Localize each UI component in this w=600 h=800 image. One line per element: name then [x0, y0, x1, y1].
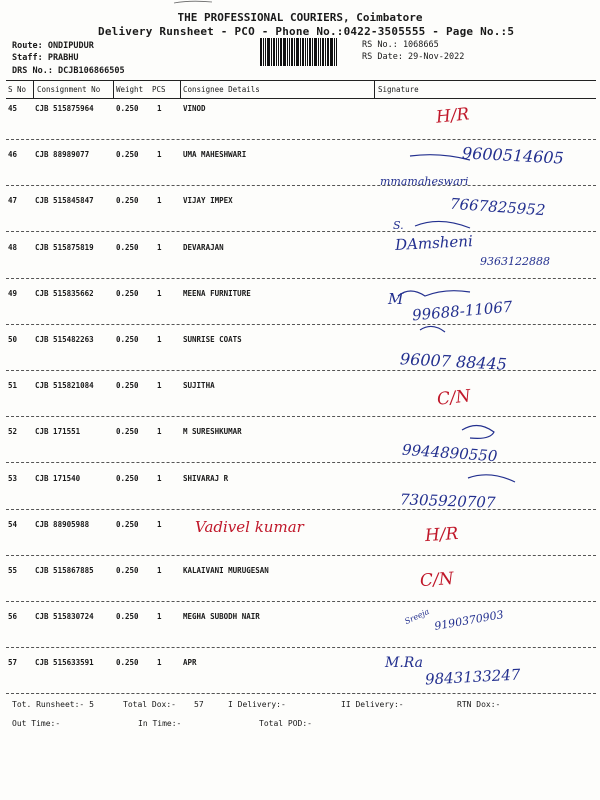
signature-r56-name: Sreeja	[403, 606, 431, 627]
row-sno: 48	[8, 242, 18, 252]
row-consignee: SHIVARAJ R	[183, 473, 229, 483]
col-weight: Weight	[116, 85, 144, 94]
row-weight: 0.250	[116, 242, 139, 252]
signature-r57-phone: 9843133247	[424, 665, 521, 689]
row-consignment-no: CJB 515633591	[35, 658, 94, 668]
row-weight: 0.250	[116, 519, 139, 529]
total-pod: Total POD:-	[259, 719, 312, 728]
row-consignee: DEVARAJAN	[183, 242, 224, 252]
signature-r54: H/R	[424, 523, 460, 547]
signature-r48-name: DAmsheni	[394, 231, 474, 255]
row-sno: 57	[8, 658, 18, 668]
row-pcs: 1	[157, 566, 162, 575]
row-consignee: VINOD	[183, 104, 206, 113]
row-pcs: 1	[157, 242, 162, 252]
col-consignee: Consignee Details	[183, 85, 260, 94]
row-weight: 0.250	[116, 288, 139, 298]
total-dox-label: Total Dox:-	[123, 700, 176, 709]
row-sno: 52	[8, 427, 18, 437]
row-consignment-no: CJB 171540	[35, 473, 81, 483]
company-title: THE PROFESSIONAL COURIERS, Coimbatore	[177, 11, 423, 24]
signature-r53-phone: 7305920707	[399, 490, 496, 512]
row-weight: 0.250	[116, 150, 139, 160]
row-consignment-no: CJB 515482263	[35, 335, 94, 344]
row-pcs: 1	[157, 612, 162, 622]
row-pcs: 1	[157, 473, 162, 483]
row-sno: 51	[8, 381, 18, 391]
row-consignee: MEGHA SUBODH NAIR	[183, 612, 260, 622]
i-delivery: I Delivery:-	[228, 700, 286, 709]
row-consignment-no: CJB 515875964	[35, 104, 94, 113]
signature-r49-phone: 99688-11067	[411, 297, 514, 325]
drs-number: DRS No.: DCJB106866505	[12, 66, 125, 76]
signature-r55: C/N	[419, 568, 455, 592]
handwritten-consignee-r54: Vadivel kumar	[195, 518, 304, 536]
row-consignment-no: CJB 88905988	[35, 519, 90, 529]
row-consignee: SUJITHA	[183, 381, 215, 391]
rs-number: RS No.: 1068665	[362, 40, 439, 50]
row-pcs: 1	[157, 335, 162, 344]
row-pcs: 1	[157, 658, 162, 668]
col-consignment: Consignment No	[37, 85, 101, 94]
row-sno: 50	[8, 335, 18, 344]
signature-r47-name: S.	[393, 219, 404, 232]
row-sno: 46	[8, 150, 18, 160]
signature-r49-initial: M	[388, 290, 404, 308]
signature-r50-phone: 96007 88445	[399, 349, 508, 374]
row-consignment-no: CJB 88989077	[35, 150, 90, 160]
row-sno: 55	[8, 566, 18, 575]
row-consignee: UMA MAHESHWARI	[183, 150, 247, 160]
col-signature: Signature	[378, 85, 419, 94]
ii-delivery: II Delivery:-	[341, 700, 404, 709]
signature-r51: C/N	[436, 386, 472, 410]
total-runsheet: Tot. Runsheet:- 5	[12, 700, 94, 709]
row-pcs: 1	[157, 288, 162, 298]
row-consignee: MEENA FURNITURE	[183, 288, 251, 298]
row-weight: 0.250	[116, 473, 139, 483]
signature-r48-phone: 9363122888	[480, 255, 550, 268]
col-sno: S No	[8, 85, 27, 94]
row-sno: 54	[8, 519, 18, 529]
total-dox-value: 57	[194, 700, 204, 709]
row-weight: 0.250	[116, 381, 139, 391]
row-pcs: 1	[157, 104, 162, 113]
staff-label: Staff: PRABHU	[12, 53, 79, 63]
row-consignment-no: CJB 515835662	[35, 288, 94, 298]
signature-r57-name: M.Ra	[385, 655, 423, 671]
route-label: Route: ONDIPUDUR	[12, 41, 94, 51]
signature-r52-phone: 9944890550	[401, 440, 498, 466]
row-consignee: M SURESHKUMAR	[183, 427, 242, 437]
row-weight: 0.250	[116, 104, 139, 113]
row-sno: 45	[8, 104, 18, 113]
in-time: In Time:-	[138, 719, 182, 728]
row-sno: 49	[8, 288, 18, 298]
row-consignment-no: CJB 171551	[35, 427, 81, 437]
row-sno: 56	[8, 612, 18, 622]
out-time: Out Time:-	[12, 719, 61, 728]
rs-date: RS Date: 29-Nov-2022	[362, 52, 465, 62]
row-weight: 0.250	[116, 196, 139, 206]
signature-r46-phone: 9600514605	[461, 143, 565, 168]
row-weight: 0.250	[116, 566, 139, 575]
signature-r45: H/R	[435, 104, 471, 128]
row-pcs: 1	[157, 196, 162, 206]
row-consignment-no: CJB 515845847	[35, 196, 94, 206]
row-consignment-no: CJB 515875819	[35, 242, 94, 252]
row-weight: 0.250	[116, 427, 139, 437]
row-consignment-no: CJB 515821084	[35, 381, 94, 391]
row-consignee: APR	[183, 658, 197, 668]
row-pcs: 1	[157, 427, 162, 437]
row-consignee: VIJAY IMPEX	[183, 196, 233, 206]
rtn-dox: RTN Dox:-	[457, 700, 501, 709]
signature-r56-phone: 9190370903	[433, 608, 505, 633]
runsheet-subtitle: Delivery Runsheet - PCO - Phone No.:0422-3505555 - Page No.:5	[98, 25, 515, 38]
row-consignee: SUNRISE COATS	[183, 335, 242, 344]
row-weight: 0.250	[116, 612, 139, 622]
row-consignee: KALAIVANI MURUGESAN	[183, 566, 269, 575]
row-weight: 0.250	[116, 335, 139, 344]
row-pcs: 1	[157, 150, 162, 160]
row-consignment-no: CJB 515830724	[35, 612, 94, 622]
signature-r47-phone: 7667825952	[449, 194, 546, 220]
row-sno: 47	[8, 196, 18, 206]
signature-r46-name: mmamaheswari	[380, 175, 469, 188]
row-weight: 0.250	[116, 658, 139, 668]
row-consignment-no: CJB 515867885	[35, 566, 94, 575]
row-sno: 53	[8, 473, 18, 483]
col-pcs: PCS	[152, 85, 166, 94]
row-pcs: 1	[157, 381, 162, 391]
row-pcs: 1	[157, 519, 162, 529]
